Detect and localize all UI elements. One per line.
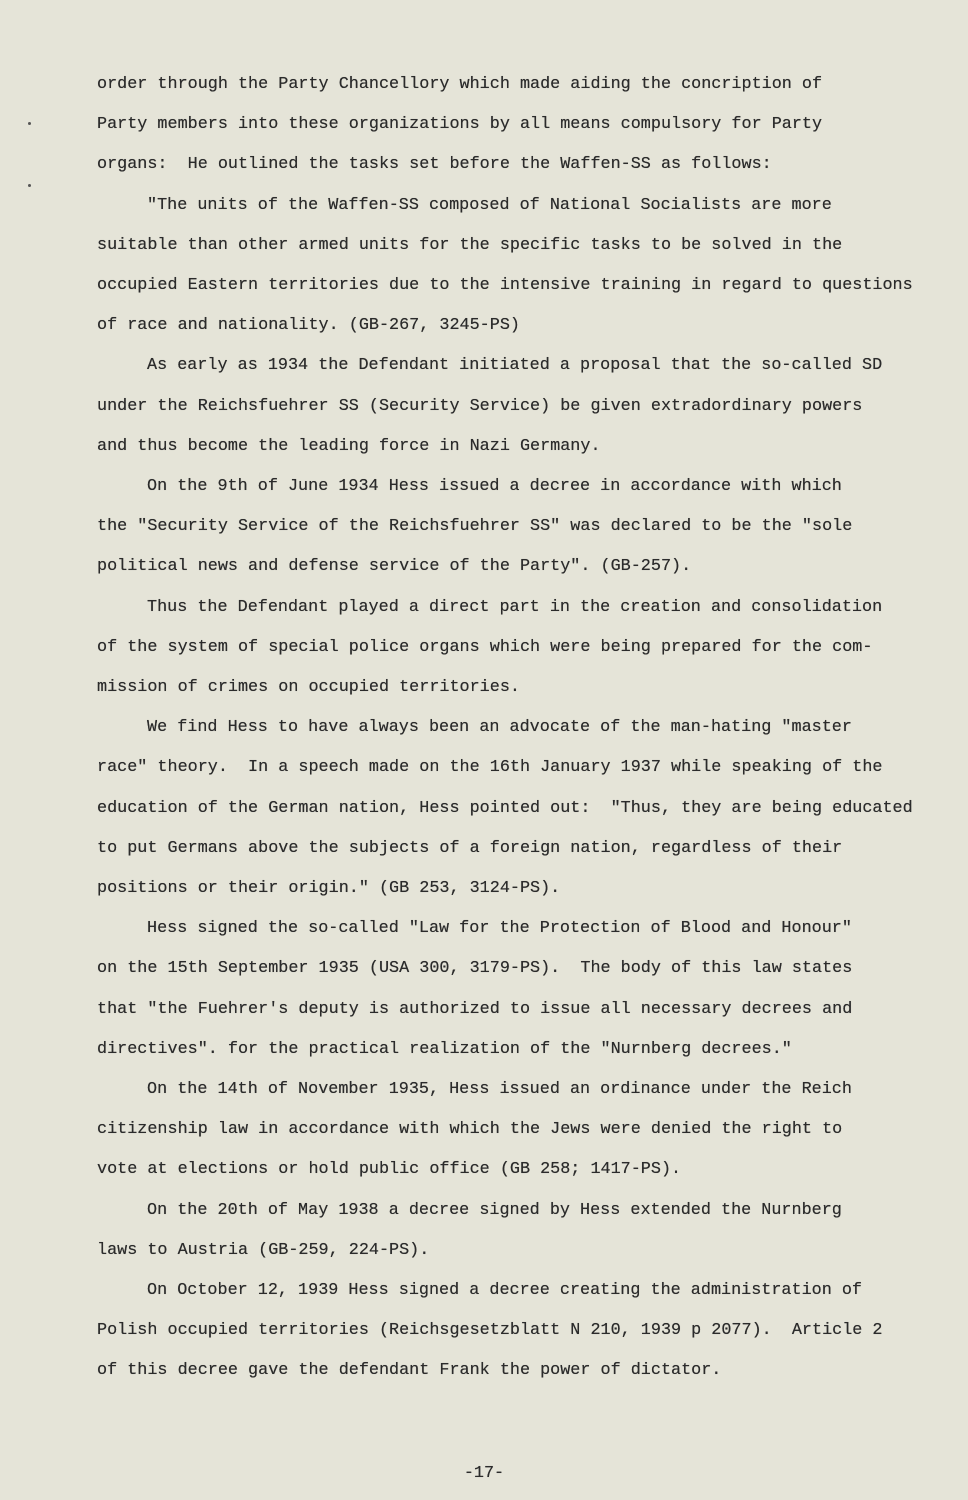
text-line: Thus the Defendant played a direct part in the creation and consolidation [147, 597, 883, 617]
text-line: and thus become the leading force in Nazi Germany. [97, 436, 601, 456]
text-line: Polish occupied territories (Reichsgesetzblatt N 210, 1939 p 2077). Article 2 [97, 1321, 883, 1341]
text-line: the "Security Service of the Reichsfuehrer SS" was declared to be the "sole [97, 517, 853, 537]
text-line: Hess signed the so-called "Law for the Protection of Blood and Honour" [147, 919, 852, 939]
text-line: education of the German nation, Hess pointed out: "Thus, they are being educated [97, 798, 913, 818]
text-line: of race and nationality. (GB-267, 3245-PS) [97, 316, 520, 336]
text-line: citizenship law in accordance with which the Jews were denied the right to [97, 1120, 843, 1140]
text-line: mission of crimes on occupied territories. [97, 678, 520, 697]
text-line: On the 14th of November 1935, Hess issued an ordinance under the Reich [147, 1080, 852, 1099]
text-line: We find Hess to have always been an advocate of the man-hating "master [147, 718, 852, 738]
text-line: On the 20th of May 1938 a decree signed by Hess extended the Nurnberg [147, 1200, 842, 1220]
text-line: directives". for the practical realization of the "Nurnberg decrees." [97, 1039, 792, 1059]
text-line: on the 15th September 1935 (USA 300, 3179-PS). The body of this law states [97, 959, 853, 979]
text-line: suitable than other armed units for the specific tasks to be solved in the [97, 235, 843, 255]
text-line: On October 12, 1939 Hess signed a decree creating the administration of [147, 1281, 862, 1300]
text-line: positions or their origin." (GB 253, 3124-PS). [97, 879, 561, 898]
text-line: occupied Eastern territories due to the intensive training in regard to questions [97, 276, 913, 295]
text-line: "The units of the Waffen-SS composed of National Socialists are more [147, 195, 832, 215]
text-line: As early as 1934 the Defendant initiated a proposal that the so-called SD [147, 356, 883, 376]
text-line: Party members into these organizations by all means compulsory for Party [97, 115, 823, 135]
page-number: -17- [463, 1464, 505, 1483]
text-line: order through the Party Chancellory which made aiding the concription of [97, 75, 823, 94]
text-line: to put Germans above the subjects of a foreign nation, regardless of their [97, 838, 843, 858]
text-line: race" theory. In a speech made on the 16th January 1937 while speaking of the [97, 758, 883, 778]
text-line: of the system of special police organs which were being prepared for the com- [97, 637, 873, 657]
paper-speck [28, 184, 31, 187]
text-line: political news and defense service of the Party". (GB-257). [97, 557, 692, 577]
text-line: organs: He outlined the tasks set before the Waffen-SS as follows: [97, 155, 772, 175]
text-line: that "the Fuehrer's deputy is authorized to issue all necessary decrees and [97, 999, 853, 1019]
text-line: On the 9th of June 1934 Hess issued a decree in accordance with which [147, 477, 842, 496]
text-line: under the Reichsfuehrer SS (Security Service) be given extradordinary powers [97, 396, 863, 416]
text-line: of this decree gave the defendant Frank the power of dictator. [97, 1361, 722, 1381]
text-line: laws to Austria (GB-259, 224-PS). [97, 1240, 430, 1260]
paper-speck [28, 122, 31, 125]
text-line: vote at elections or hold public office (GB 258; 1417-PS). [97, 1160, 682, 1180]
